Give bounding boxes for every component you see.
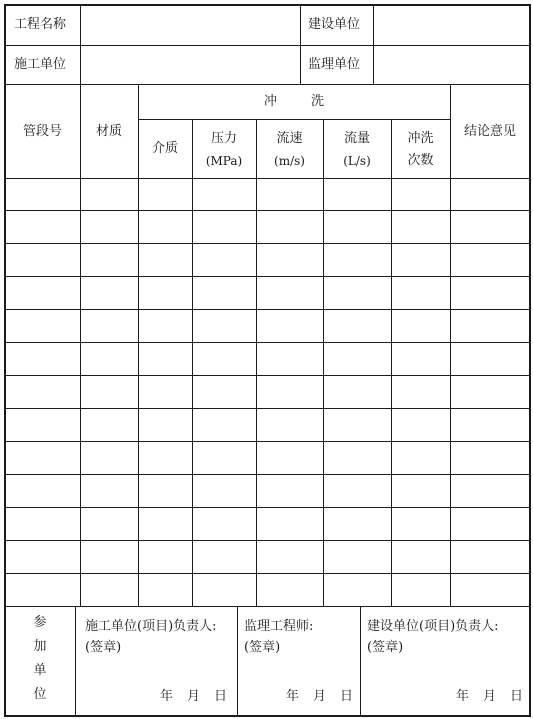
builder-unit-value[interactable] <box>88 57 294 73</box>
col-velocity-unit: (m/s) <box>274 154 305 168</box>
rule <box>5 84 530 85</box>
builder-sign-label: 施工单位(项目)负责人: <box>85 619 217 634</box>
builder-date <box>160 689 227 705</box>
supervision-unit-label: 监理单位 <box>308 57 361 72</box>
builder-unit-label: 施工单位 <box>14 57 67 72</box>
rule <box>373 5 374 84</box>
supervisor-seal-label: (签章) <box>244 640 281 655</box>
form-border <box>4 4 531 717</box>
participants-char: 单 <box>33 663 47 678</box>
rule <box>138 119 450 120</box>
rule <box>75 606 76 716</box>
participants-char: 加 <box>33 639 47 654</box>
rule <box>5 276 530 277</box>
col-flow-header: 流量 <box>343 131 370 146</box>
date-month: 月 <box>187 689 201 704</box>
rule <box>391 119 392 606</box>
rule <box>450 84 451 606</box>
date-year: 年 <box>160 689 174 704</box>
date-year: 年 <box>286 689 300 704</box>
owner-date <box>456 689 523 705</box>
col-conclusion-header: 结论意见 <box>463 124 516 139</box>
rule <box>192 119 193 606</box>
owner-seal-label: (签章) <box>367 640 404 655</box>
supervisor-date <box>286 689 353 705</box>
date-day: 日 <box>510 689 524 704</box>
rule <box>5 178 530 179</box>
rule <box>5 606 530 607</box>
rule <box>5 210 530 211</box>
supervisor-sign-label: 监理工程师: <box>244 619 314 634</box>
rule <box>323 119 324 606</box>
rule <box>5 408 530 409</box>
rule <box>5 309 530 310</box>
rule <box>360 606 361 716</box>
rule <box>300 5 301 84</box>
date-month: 月 <box>483 689 497 704</box>
rule <box>5 45 530 46</box>
rule <box>5 441 530 442</box>
date-year: 年 <box>456 689 470 704</box>
date-day: 日 <box>214 689 228 704</box>
col-flow-unit: (L/s) <box>343 154 371 168</box>
date-month: 月 <box>313 689 327 704</box>
rule <box>5 573 530 574</box>
participants-char: 位 <box>33 687 47 702</box>
rule <box>138 84 139 606</box>
rule <box>5 342 530 343</box>
col-segment-header: 管段号 <box>22 124 62 139</box>
col-material-header: 材质 <box>95 124 122 139</box>
participants-char: 参 <box>33 615 47 630</box>
construction-unit-label: 建设单位 <box>308 17 361 32</box>
supervision-unit-value[interactable] <box>380 57 524 73</box>
project-name-label: 工程名称 <box>14 17 67 32</box>
rule <box>80 84 81 606</box>
col-medium-header: 介质 <box>151 141 178 156</box>
date-day: 日 <box>340 689 354 704</box>
rule <box>237 606 238 716</box>
rule <box>5 243 530 244</box>
col-count-header: 冲洗 <box>407 131 434 146</box>
rule <box>5 474 530 475</box>
rule <box>5 507 530 508</box>
col-count-header-2: 次数 <box>407 153 434 168</box>
rule <box>5 375 530 376</box>
col-pressure-header: 压力 <box>210 131 237 146</box>
builder-seal-label: (签章) <box>85 640 122 655</box>
construction-unit-value[interactable] <box>380 17 524 33</box>
col-velocity-header: 流速 <box>276 131 303 146</box>
project-name-value[interactable] <box>88 17 294 33</box>
rule <box>5 540 530 541</box>
rule <box>256 119 257 606</box>
col-flush-group-header: 冲 洗 <box>263 94 325 109</box>
rule <box>80 5 81 84</box>
col-pressure-unit: (MPa) <box>205 154 243 168</box>
owner-sign-label: 建设单位(项目)负责人: <box>367 619 499 634</box>
